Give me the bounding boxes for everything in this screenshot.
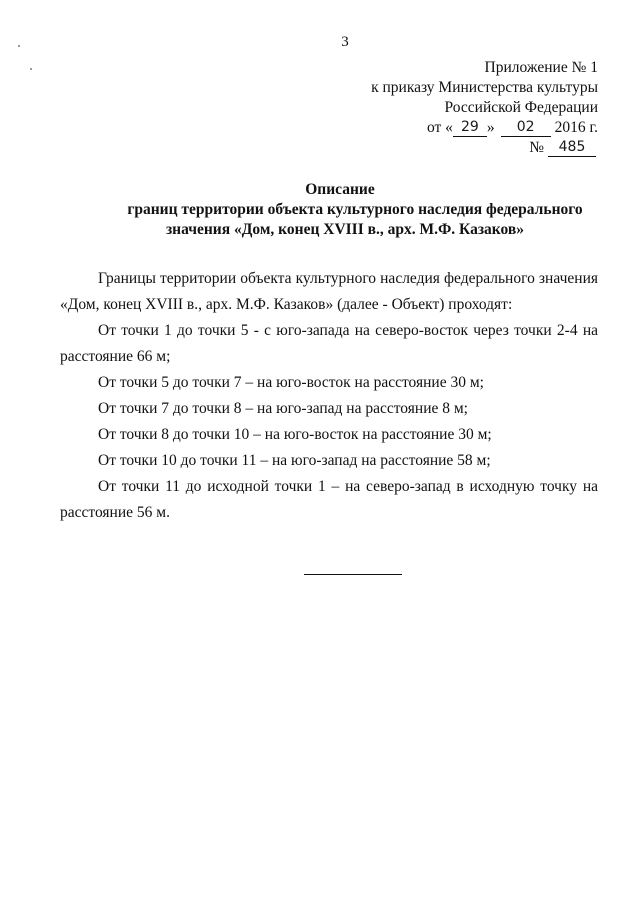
end-divider xyxy=(304,574,402,575)
number-prefix: № xyxy=(529,139,544,156)
document-title xyxy=(60,180,640,240)
paragraph-intro: Границы территории объекта культурного наследия федерального значения «Дом, конец XVIII в., арх. М.Ф. Казаков» (далее - Объект) проходят: xyxy=(60,270,598,313)
attachment-number-line xyxy=(298,138,598,158)
attachment-order: к приказу Министерства культуры xyxy=(371,79,598,96)
number-handwritten: 485 xyxy=(558,139,586,155)
date-day-handwritten: 29 xyxy=(460,119,479,135)
title-object-name: значения «Дом, конец XVIII в., арх. М.Ф. Казаков» xyxy=(165,221,525,238)
attachment-title: Приложение № 1 xyxy=(484,59,598,76)
date-month-blank xyxy=(501,120,551,137)
title-subheading: границ территории объекта культурного наследия федерального xyxy=(127,201,583,218)
attachment-header xyxy=(298,58,598,158)
date-quote-close: » xyxy=(486,119,495,136)
document-body xyxy=(60,266,598,526)
title-heading: Описание xyxy=(305,181,375,198)
scan-speck xyxy=(30,68,32,70)
paragraph-segment: От точки 8 до точки 10 – на юго-восток на расстояние 30 м; xyxy=(98,426,492,443)
date-month-handwritten: 02 xyxy=(516,119,535,135)
number-blank xyxy=(548,140,596,157)
date-year: 2016 г. xyxy=(554,119,598,136)
page-number: 3 xyxy=(341,34,349,50)
paragraph-segment: От точки 5 до точки 7 – на юго-восток на расстояние 30 м; xyxy=(98,374,484,391)
paragraph-segment: От точки 10 до точки 11 – на юго-запад на расстояние 58 м; xyxy=(98,452,491,469)
attachment-ministry: Российской Федерации xyxy=(444,99,598,116)
paragraph-segment: От точки 11 до исходной точки 1 – на северо-запад в исходную точку на расстояние 56 м. xyxy=(60,478,598,521)
attachment-date-line xyxy=(298,118,598,138)
date-day-blank xyxy=(453,120,487,137)
paragraph-segment: От точки 1 до точки 5 - с юго-запада на северо-восток через точки 2-4 на расстояние 66 м; xyxy=(60,322,598,365)
date-prefix: от « xyxy=(426,119,453,136)
paragraph-segment: От точки 7 до точки 8 – на юго-запад на расстояние 8 м; xyxy=(98,400,468,417)
